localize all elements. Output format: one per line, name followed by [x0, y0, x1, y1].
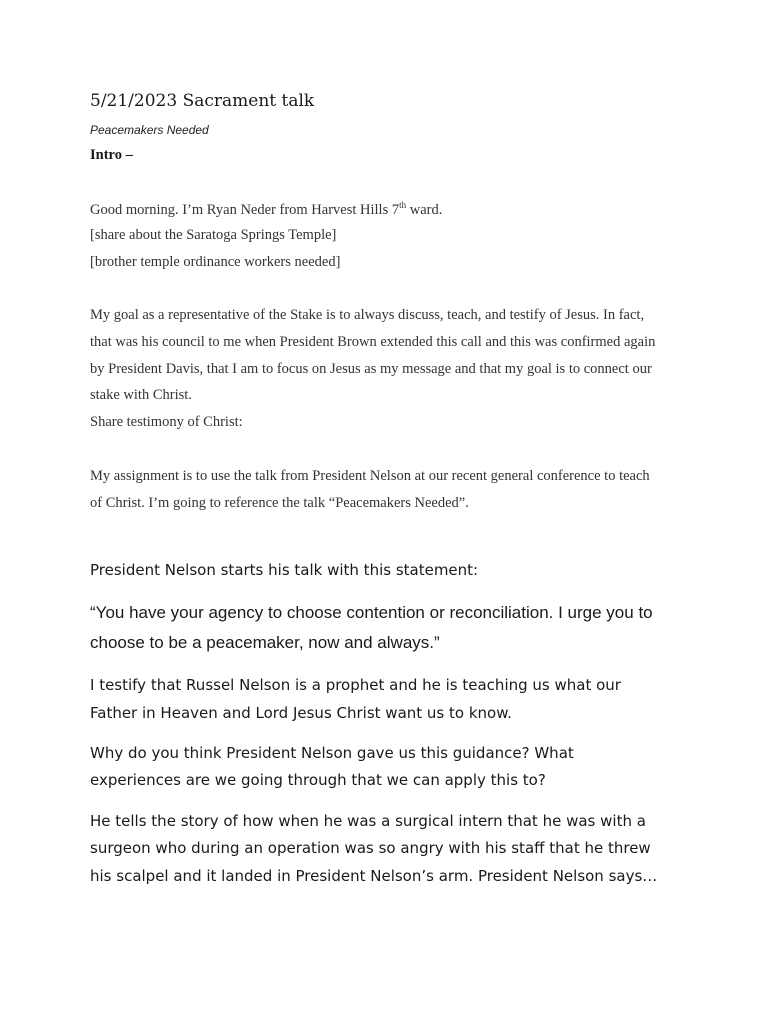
quote-line: choose to be a peacemaker, now and always.”	[90, 633, 440, 652]
greeting-text: Good morning. I’m Ryan Neder from Harvest Hills 7	[90, 201, 400, 218]
assignment-line: of Christ. I’m going to reference the talk “Peacemakers Needed”.	[90, 495, 469, 511]
greeting-text-end: ward.	[406, 201, 443, 218]
intro-heading: Intro –	[90, 147, 133, 163]
testify-line: I testify that Russel Nelson is a prophet and he is teaching us what our	[90, 676, 621, 694]
question-line: experiences are we going through that we can apply this to?	[90, 771, 546, 789]
goal-line: stake with Christ.	[90, 387, 192, 403]
question-line: Why do you think President Nelson gave us this guidance? What	[90, 744, 574, 762]
goal-line: that was his council to me when President Brown extended this call and this was confirmed again	[90, 334, 656, 350]
testimony-prompt: Share testimony of Christ:	[90, 414, 243, 430]
statement-intro: President Nelson starts his talk with this statement:	[90, 561, 479, 579]
talk-subtitle: Peacemakers Needed	[90, 123, 209, 137]
greeting-line	[90, 200, 442, 219]
story-line: his scalpel and it landed in President Nelson’s arm. President Nelson says…	[90, 867, 658, 885]
testify-line: Father in Heaven and Lord Jesus Christ want us to know.	[90, 704, 512, 722]
document-title: 5/21/2023 Sacrament talk	[90, 91, 315, 111]
story-line: surgeon who during an operation was so angry with his staff that he threw	[90, 839, 651, 857]
note-temple: [share about the Saratoga Springs Temple]	[90, 227, 337, 243]
goal-line: by President Davis, that I am to focus on Jesus as my message and that my goal is to connect our	[90, 361, 652, 377]
quote-line: “You have your agency to choose contention or reconciliation. I urge you to	[90, 603, 653, 622]
assignment-line: My assignment is to use the talk from President Nelson at our recent general conference to teach	[90, 468, 650, 484]
story-line: He tells the story of how when he was a surgical intern that he was with a	[90, 812, 646, 830]
goal-line: My goal as a representative of the Stake is to always discuss, teach, and testify of Jesus. In fact,	[90, 307, 645, 323]
ordinal-suffix: th	[399, 200, 407, 210]
note-workers: [brother temple ordinance workers needed]	[90, 254, 341, 270]
